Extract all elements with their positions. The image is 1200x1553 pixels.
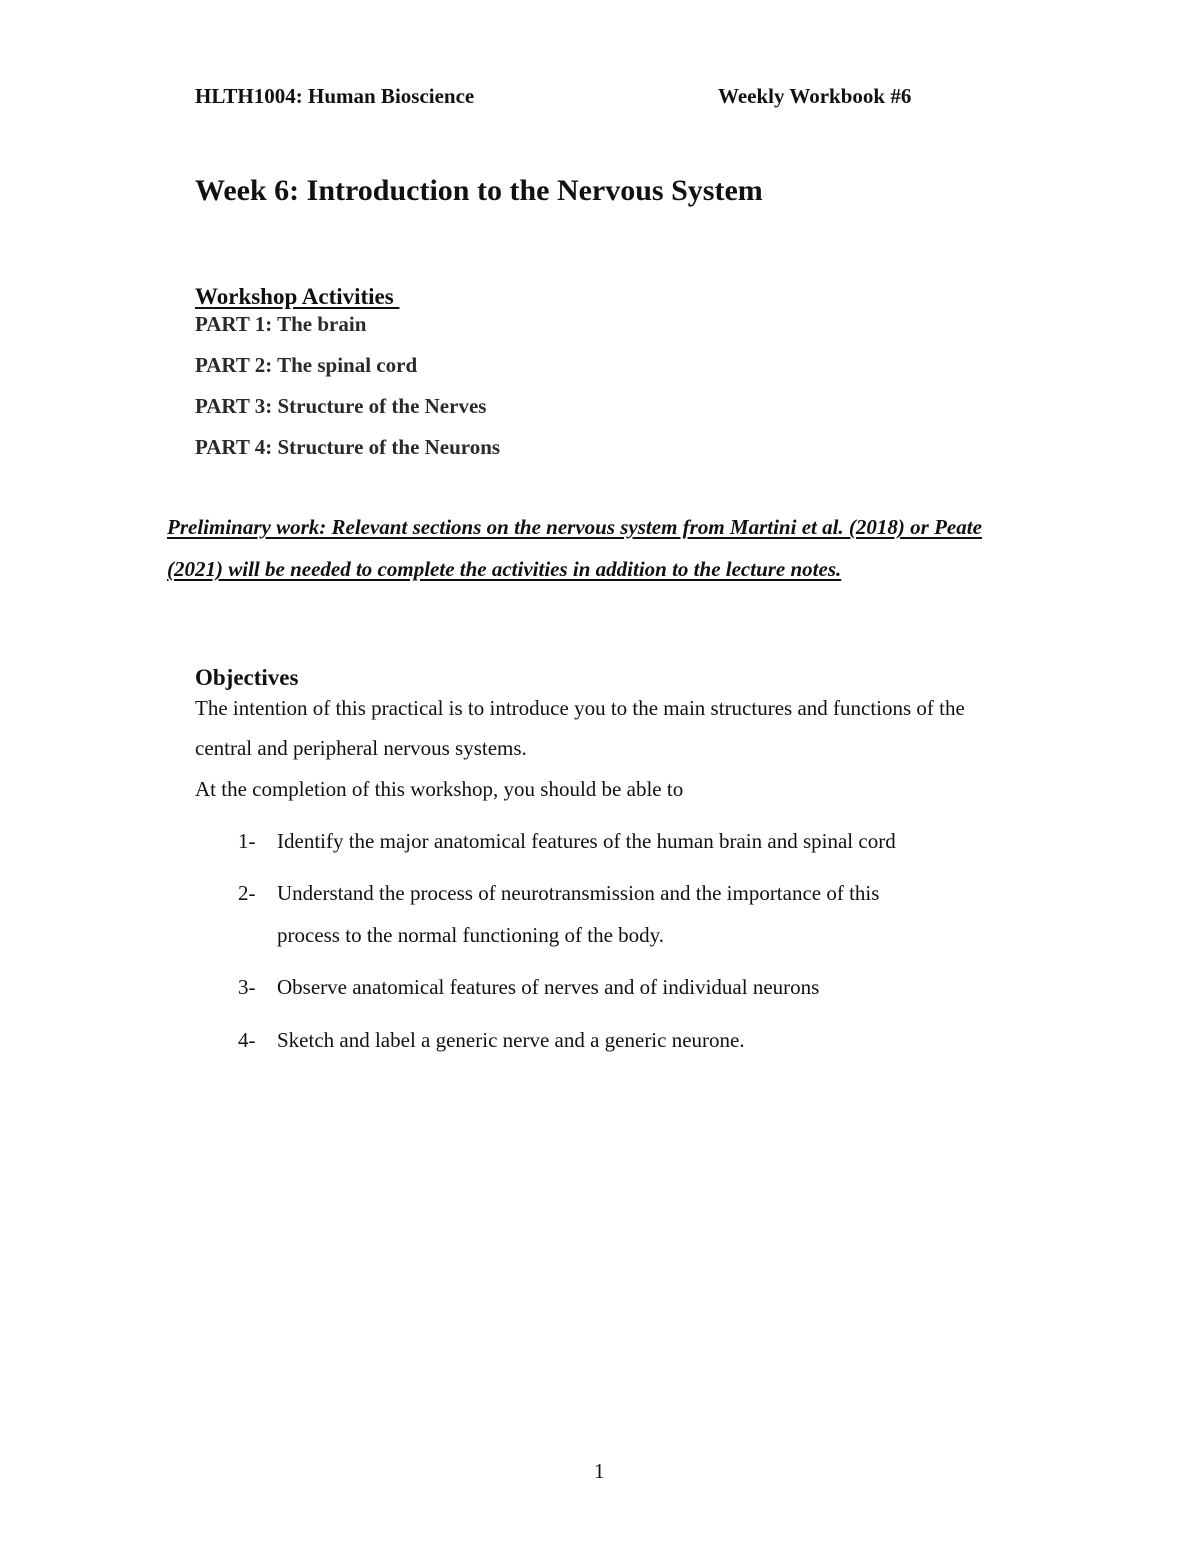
objective-2-number: 2- [238, 881, 256, 905]
header-course-title: HLTH1004: Human Bioscience [195, 84, 475, 108]
preliminary-note-line-2: (2021) will be needed to complete the activities in addition to the lecture notes. [167, 557, 842, 581]
objective-2-text-line-2: process to the normal functioning of the body. [277, 923, 665, 947]
objectives-completion-text: At the completion of this workshop, you should be able to [195, 777, 684, 801]
preliminary-note-line-1: Preliminary work: Relevant sections on the nervous system from Martini et al. (2018) or Peate [167, 515, 982, 539]
page-number: 1 [594, 1459, 605, 1483]
objective-2-text-line-1: Understand the process of neurotransmission and the importance of this [277, 881, 880, 905]
part-2-item: PART 2: The spinal cord [195, 353, 418, 377]
header-workbook-label: Weekly Workbook #6 [718, 84, 912, 108]
part-4-item: PART 4: Structure of the Neurons [195, 435, 501, 459]
workshop-activities-heading: Workshop Activities [195, 284, 400, 309]
objective-3-text: Observe anatomical features of nerves and of individual neurons [277, 975, 820, 999]
part-1-item: PART 1: The brain [195, 312, 367, 336]
page-title: Week 6: Introduction to the Nervous System [195, 174, 763, 207]
objectives-intro-line-1: The intention of this practical is to introduce you to the main structures and functions of the [195, 696, 965, 720]
objectives-heading: Objectives [195, 665, 299, 690]
objectives-intro-line-2: central and peripheral nervous systems. [195, 736, 527, 760]
objective-4-number: 4- [238, 1028, 256, 1052]
objective-3-number: 3- [238, 975, 256, 999]
objective-4-text: Sketch and label a generic nerve and a generic neurone. [277, 1028, 745, 1052]
objective-1-number: 1- [238, 829, 256, 853]
objective-1-text: Identify the major anatomical features of the human brain and spinal cord [277, 829, 896, 853]
part-3-item: PART 3: Structure of the Nerves [195, 394, 487, 418]
